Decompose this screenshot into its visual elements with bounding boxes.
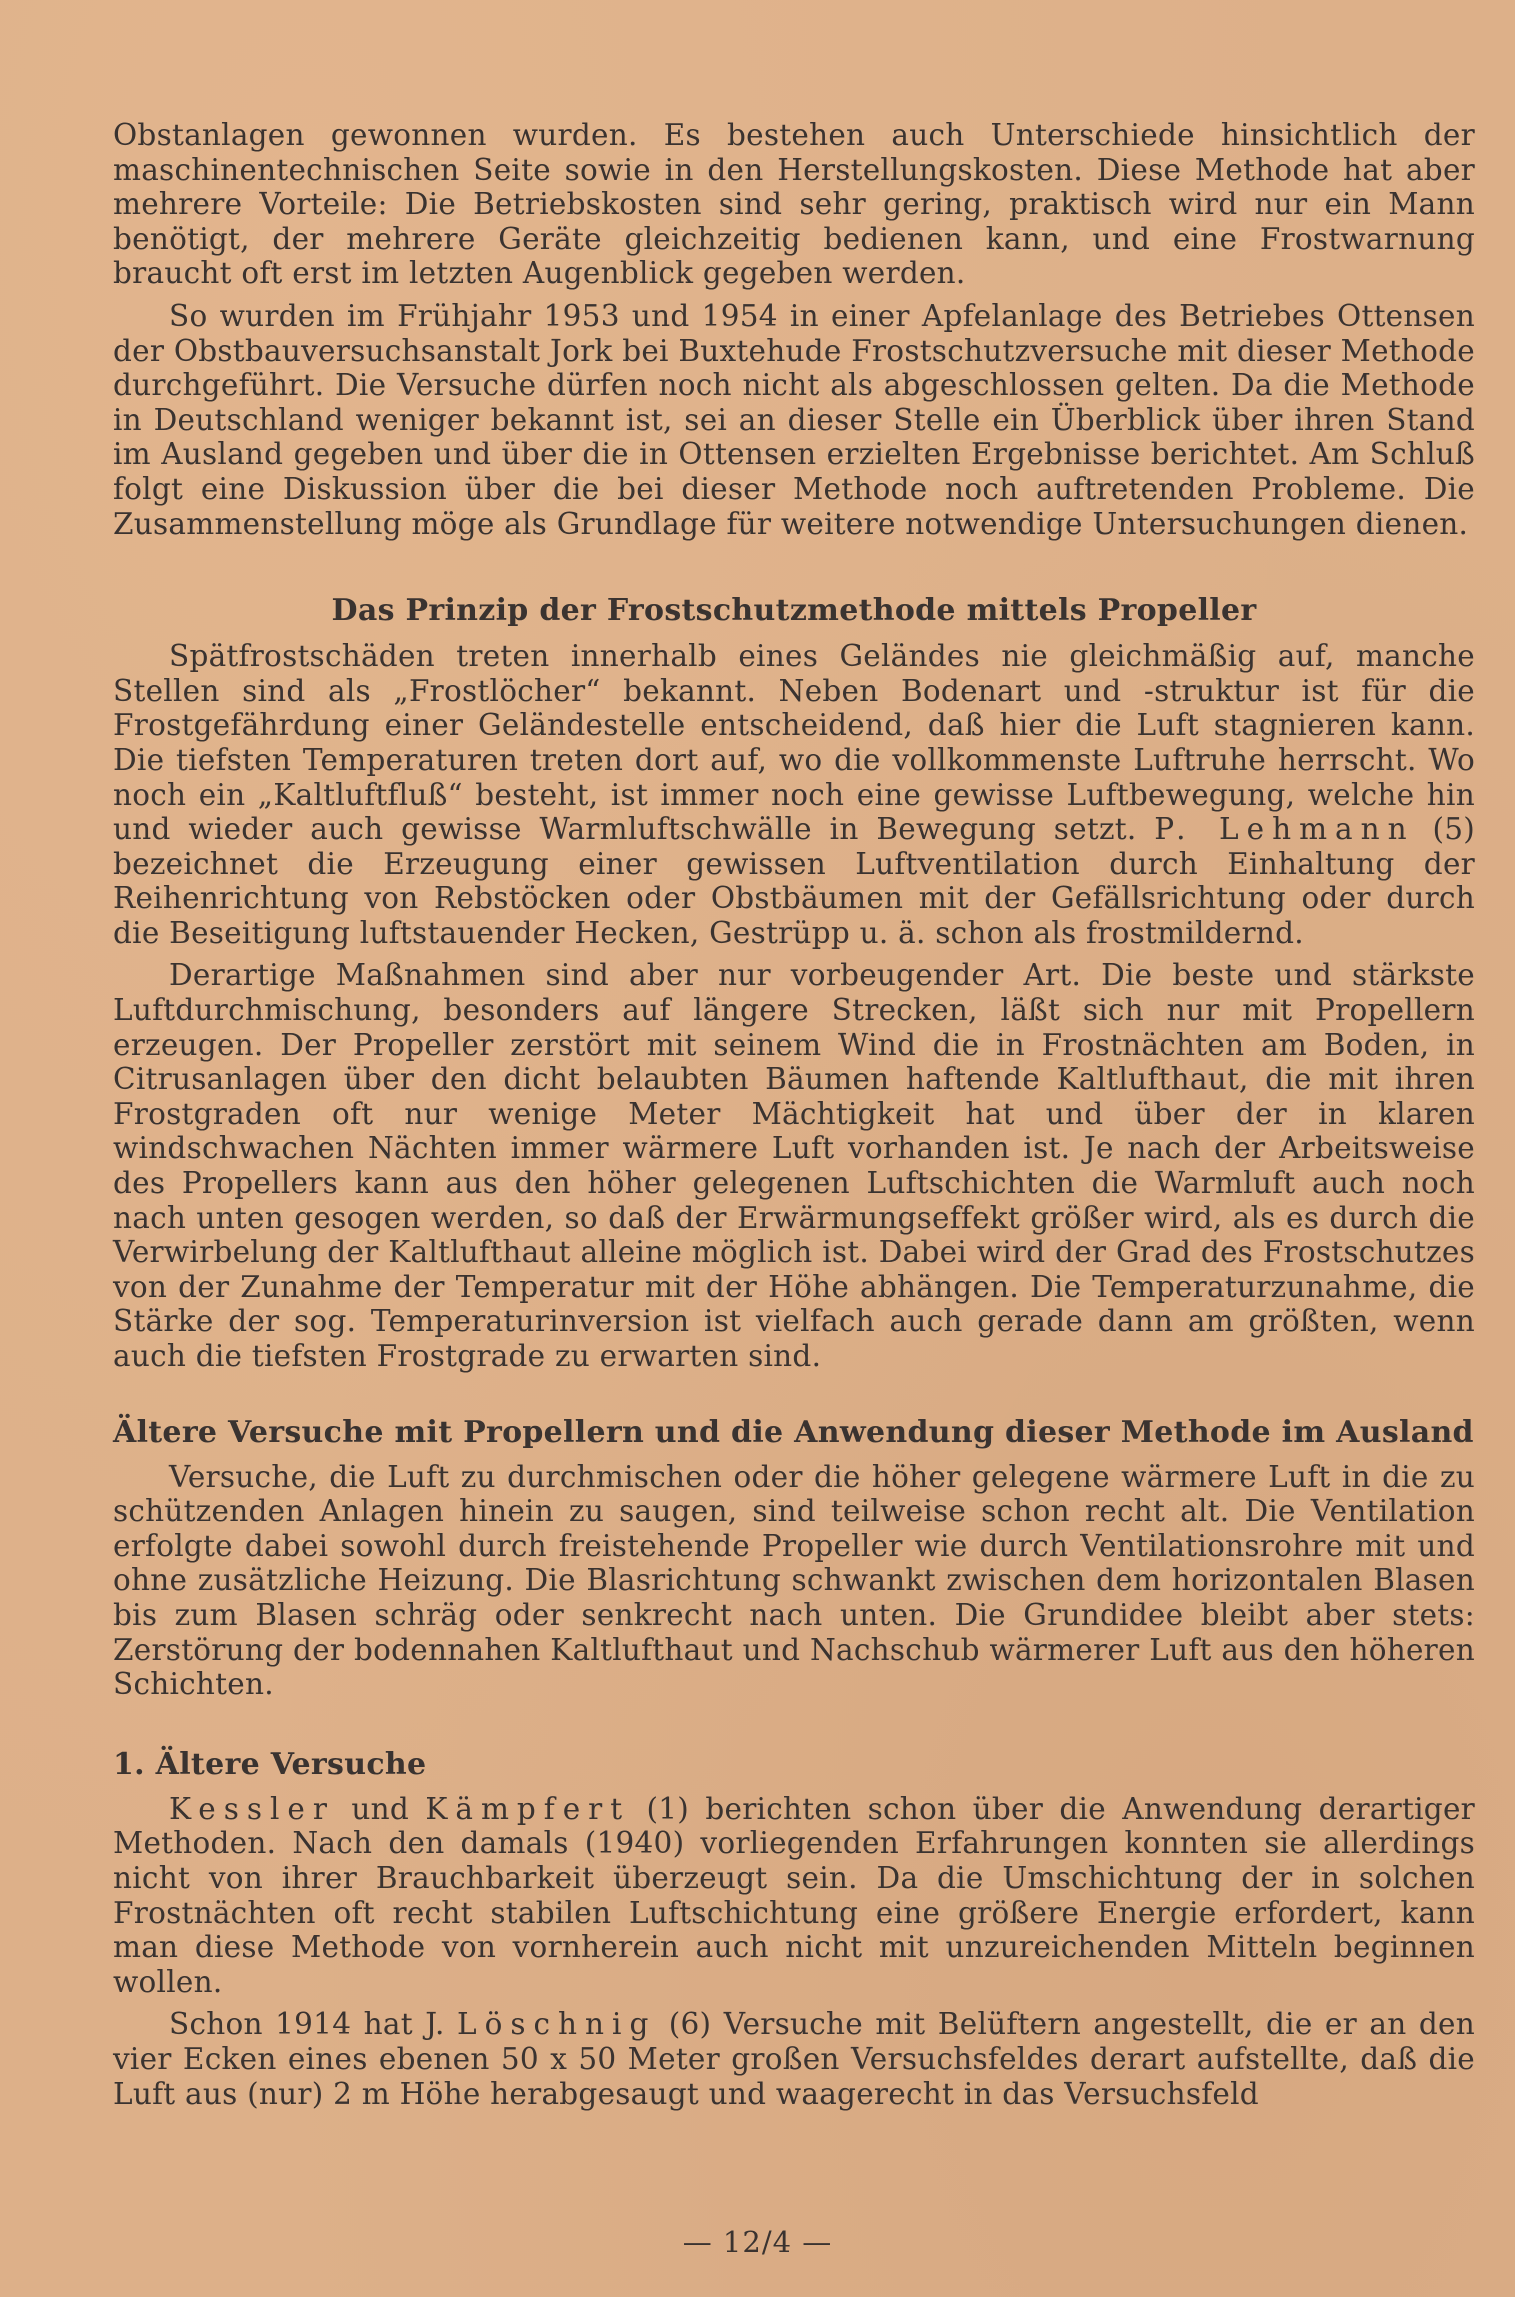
paragraph-loeschnig-text: (6) Versuche mit Belüftern angestellt, die er an den vier Ecken eines ebenen 50 x 50 Meter großen Versuchsfeldes derart aufstellte, daß die Luft aus (nur) 2 m Höhe herabgesaugt und waagerecht in das Versuchsfeld xyxy=(113,2007,1475,2111)
paragraph-frost-pockets-text: Spätfrostschäden treten innerhalb eines Geländes nie gleichmäßig auf, manche Stellen sind als „Frostlöcher“ bekannt. Neben Bodenart und -struktur ist für die Frostgefährdung einer Geländestelle entscheidend, daß hier die Luft stagnieren kann. Die tiefsten Temperaturen treten dort auf, wo die vollkommenste Luftruhe herrscht. Wo noch ein „Kaltluftfluß“ besteht, ist immer noch eine gewisse Luftbewegung, welche hin und wieder auch gewisse Warmluftschwälle in Bewegung setzt. xyxy=(113,639,1475,847)
author-kaempfert: Kämpfert xyxy=(425,1791,631,1826)
paragraph-kessler-kaempfert-text: (1) berichten schon über die Anwendung derartiger Methoden. Nach den damals (1940) vorliegenden Erfahrungen konnten sie allerdings nicht von ihrer Brauchbarkeit überzeugt sein. Da die Umschichtung der in solchen Frostnächten oft recht stabilen Luftschichtung eine größere Energie erfordert, kann man diese Methode von vornherein auch nicht mit unzureichenden Mitteln beginnen wollen. xyxy=(113,1791,1475,1999)
author-kessler: Kessler xyxy=(169,1791,335,1826)
paragraph-ottensen-trials: So wurden im Frühjahr 1953 und 1954 in einer Apfelanlage des Betriebes Ottensen der Obstbauversuchsanstalt Jork bei Buxtehude Frostschutzversuche mit dieser Methode durchgeführt. Die Versuche dürfen noch nicht als abgeschlossen gelten. Da die Methode in Deutschland weniger bekannt ist, sei an dieser Stelle ein Überblick über ihren Stand im Ausland gegeben und über die in Ottensen erzielten Ergebnisse berichtet. Am Schluß folgt eine Diskussion über die bei dieser Methode noch auftretenden Probleme. Die Zusammenstellung möge als Grundlage für weitere notwendige Untersuchungen dienen. xyxy=(113,298,1475,541)
page-content xyxy=(113,118,1475,2111)
page-number: — 12/4 — xyxy=(682,2225,833,2259)
subsection-heading-older-trials: 1. Ältere Versuche xyxy=(113,1746,427,1782)
paragraph-frost-pockets-rest: (5) bezeichnet die Erzeugung einer gewissen Luftventilation durch Einhaltung der Reihenrichtung von Rebstöcken oder Obstbäumen mit der Gefällsrichtung oder durch die Beseitigung luftstauender Hecken, Gestrüpp u. ä. schon als frostmildernd. xyxy=(113,812,1475,950)
paragraph-loeschnig xyxy=(113,2007,1475,2111)
author-lehmann: P. Lehmann xyxy=(1154,812,1415,847)
paragraph-kessler-kaempfert xyxy=(113,1792,1475,2000)
author-loeschnig: Löschnig xyxy=(457,2007,657,2042)
conjunction-und: und xyxy=(351,1791,409,1826)
paragraph-propeller-mixing: Derartige Maßnahmen sind aber nur vorbeugender Art. Die beste und stärkste Luftdurchmischung, besonders auf längere Strecken, läßt sich nur mit Propellern erzeugen. Der Propeller zerstört mit seinem Wind die in Frostnächten am Boden, in Citrusanlagen über den dicht belaubten Bäumen haftende Kaltlufthaut, die mit ihren Frostgraden oft nur wenige Meter Mächtigkeit hat und über der in klaren windschwachen Nächten immer wärmere Luft vorhanden ist. Je nach der Arbeitsweise des Propellers kann aus den höher gelegenen Luftschichten die Warmluft auch noch nach unten gesogen werden, so daß der Erwärmungseffekt größer wird, als es durch die Verwirbelung der Kaltlufthaut alleine möglich ist. Dabei wird der Grad des Frostschutzes von der Zunahme der Temperatur mit der Höhe abhängen. Die Temperaturzunahme, die Stärke der sog. Temperaturinversion ist vielfach auch gerade dann am größten, wenn auch die tiefsten Frostgrade zu erwarten sind. xyxy=(113,958,1475,1373)
paragraph-intro-continued: Obstanlagen gewonnen wurden. Es bestehen auch Unterschiede hinsichtlich der maschinentechnischen Seite sowie in den Herstellungskosten. Diese Methode hat aber mehrere Vorteile: Die Betriebskosten sind sehr gering, praktisch wird nur ein Mann benötigt, der mehrere Geräte gleichzeitig bedienen kann, und eine Frostwarnung braucht oft erst im letzten Augenblick gegeben werden. xyxy=(113,118,1475,291)
section-heading-older-trials-abroad: Ältere Versuche mit Propellern und die Anwendung dieser Methode im Ausland xyxy=(113,1414,1474,1450)
paragraph-frost-pockets xyxy=(113,639,1475,950)
paragraph-loeschnig-start: Schon 1914 hat J. xyxy=(169,2007,445,2042)
section-heading-principle: Das Prinzip der Frostschutzmethode mittels Propeller xyxy=(331,593,1257,629)
paragraph-ventilation-history: Versuche, die Luft zu durchmischen oder die höher gelegene wärmere Luft in die zu schützenden Anlagen hinein zu saugen, sind teilweise schon recht alt. Die Ventilation erfolgte dabei sowohl durch freistehende Propeller wie durch Ventilationsrohre mit und ohne zusätzliche Heizung. Die Blasrichtung schwankt zwischen dem horizontalen Blasen bis zum Blasen schräg oder senkrecht nach unten. Die Grundidee bleibt aber stets: Zerstörung der bodennahen Kaltlufthaut und Nachschub wärmerer Luft aus den höheren Schichten. xyxy=(113,1459,1475,1702)
